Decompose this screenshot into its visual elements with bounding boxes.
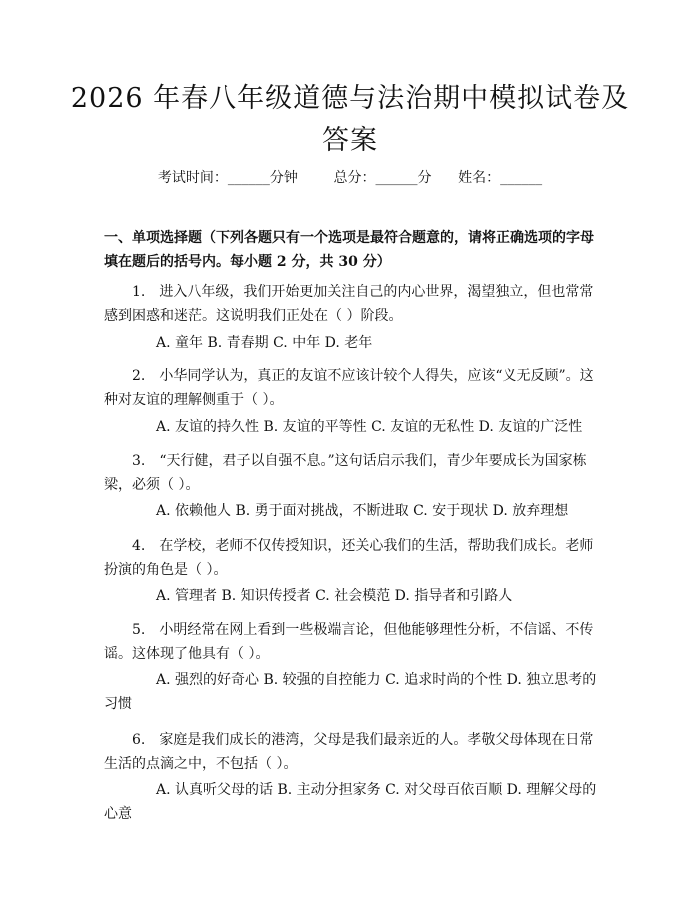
- question-6: [104, 728, 598, 776]
- time-label: 考试时间：: [157, 170, 228, 186]
- question-stem: 3. “天行健，君子以自强不息。”这句话启示我们，青少年要成长为国家栋梁，必须（ ）。: [104, 453, 587, 493]
- name-label: 姓名：: [458, 170, 501, 186]
- exam-meta: [0, 168, 700, 188]
- question-3: [104, 449, 598, 497]
- question-options: A. 友谊的持久性 B. 友谊的平等性 C. 友谊的无私性 D. 友谊的广泛性: [156, 419, 583, 435]
- page-title: 2026 年春八年级道德与法治期中模拟试卷及答案: [70, 83, 630, 156]
- question-4: [104, 534, 598, 582]
- question-stem: 1. 进入八年级，我们开始更加关注自己的内心世界，渴望独立，但也常常感到困惑和迷茫。这说明我们正处在（ ）阶段。: [104, 284, 594, 324]
- score-label: 总分：: [333, 170, 376, 186]
- question-2: [104, 364, 598, 412]
- question-stem: 6. 家庭是我们成长的港湾，父母是我们最亲近的人。孝敬父母体现在日常生活的点滴之中，不包括（ ）。: [104, 732, 594, 772]
- question-stem: 2. 小华同学认为，真正的友谊不应该计较个人得失，应该“义无反顾”。这种对友谊的理解侧重于（ ）。: [104, 368, 594, 408]
- score-blank: ______分: [375, 170, 432, 186]
- section-heading: 一、单项选择题（下列各题只有一个选项是最符合题意的，请将正确选项的字母填在题后的括号内。每小题 2 分，共 30 分）: [104, 230, 594, 270]
- question-stem: 5. 小明经常在网上看到一些极端言论，但他能够理性分析，不信谣、不传谣。这体现了他具有（ ）。: [104, 622, 594, 662]
- name-blank: ______: [500, 170, 543, 186]
- question-options: A. 童年 B. 青春期 C. 中年 D. 老年: [156, 335, 373, 351]
- question-stem: 4. 在学校，老师不仅传授知识，还关心我们的生活，帮助我们成长。老师扮演的角色是（ ）。: [104, 538, 594, 578]
- question-options: A. 依赖他人 B. 勇于面对挑战，不断进取 C. 安于现状 D. 放弃理想: [156, 503, 569, 519]
- question-options: A. 强烈的好奇心 B. 较强的自控能力 C. 追求时尚的个性 D. 独立思考的习惯: [104, 672, 597, 712]
- time-blank: ______分钟: [227, 170, 298, 186]
- question-5: [104, 618, 598, 666]
- question-1: [104, 280, 598, 328]
- question-options: A. 认真听父母的话 B. 主动分担家务 C. 对父母百依百顺 D. 理解父母的心意: [104, 782, 597, 822]
- question-options: A. 管理者 B. 知识传授者 C. 社会模范 D. 指导者和引路人: [156, 588, 513, 604]
